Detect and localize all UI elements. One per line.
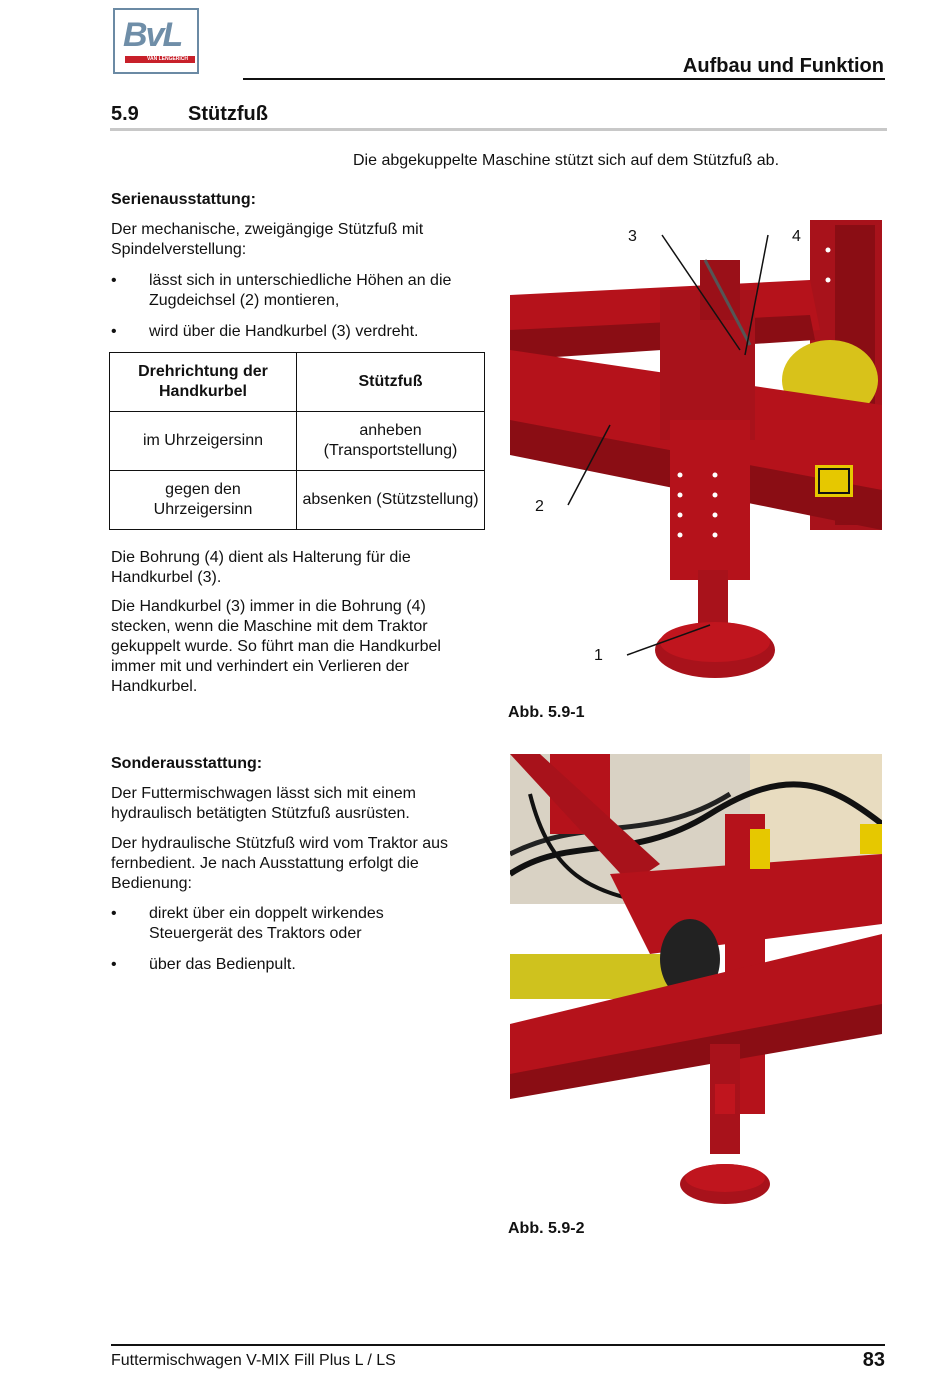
optional-paragraph-2: Der hydraulische Stützfuß wird vom Traktor aus fernbedient. Je nach Ausstattung erfolgt die Bedienung: <box>111 835 449 892</box>
figure-1-photo <box>510 220 882 690</box>
figure-1-caption: Abb. 5.9-1 <box>508 704 585 721</box>
optional-bullet-2: über das Bedienpult. <box>149 956 296 973</box>
callout-1: 1 <box>594 647 603 664</box>
optional-bullet-1: direkt über ein doppelt wirkendes Steuergerät des Traktors oder <box>149 905 384 942</box>
table-cell: gegen den Uhrzeigersinn <box>110 471 297 530</box>
standard-heading: Serienausstattung: <box>111 191 256 208</box>
note-crank: Die Handkurbel (3) immer in die Bohrung (4) stecken, wenn die Maschine mit dem Traktor gekuppelt wurde. So führt man die Handkurbel immer mit und verhindert ein Verlieren der Handkurbel. <box>111 598 441 695</box>
header-rule <box>243 78 885 80</box>
direction-table <box>109 352 485 530</box>
bullet-icon: • <box>111 905 117 922</box>
table-header-cell: Stützfuß <box>297 353 485 412</box>
standard-bullet-1: lässt sich in unterschiedliche Höhen an die Zugdeichsel (2) montieren, <box>149 272 452 309</box>
header-title: Aufbau und Funktion <box>682 55 884 77</box>
table-cell: absenken (Stützstellung) <box>297 471 485 530</box>
callout-3: 3 <box>628 228 637 245</box>
note-bore: Die Bohrung (4) dient als Halterung für die Handkurbel (3). <box>111 549 411 586</box>
figure-2-caption: Abb. 5.9-2 <box>508 1220 585 1237</box>
callout-4: 4 <box>792 228 801 245</box>
table-cell: anheben (Transportstellung) <box>297 412 485 471</box>
logo-text: BvL <box>123 16 182 54</box>
footer-text: Futtermischwagen V-MIX Fill Plus L / LS <box>111 1352 396 1369</box>
table-header-cell: Drehrichtung der Handkurbel <box>110 353 297 412</box>
support-foot-illustration <box>510 220 882 690</box>
section-title: Stützfuß <box>188 103 268 125</box>
standard-bullet-2: wird über die Handkurbel (3) verdreht. <box>149 323 419 340</box>
page-number: 83 <box>862 1349 885 1371</box>
standard-description: Der mechanische, zweigängige Stützfuß mit Spindelverstellung: <box>111 221 424 258</box>
hydraulic-foot-illustration <box>510 754 882 1214</box>
optional-heading: Sonderausstattung: <box>111 755 263 772</box>
bullet-icon: • <box>111 323 117 340</box>
figure-2-photo <box>510 754 882 1214</box>
logo-subtitle: VAN LENGERICH <box>147 56 189 62</box>
bullet-icon: • <box>111 956 117 973</box>
brand-logo <box>113 8 199 74</box>
table-row <box>110 412 485 471</box>
footer-rule <box>111 1344 885 1346</box>
intro-text: Die abgekuppelte Maschine stützt sich auf dem Stützfuß ab. <box>353 152 780 169</box>
table-cell: im Uhrzeigersinn <box>110 412 297 471</box>
optional-paragraph-1: Der Futtermischwagen lässt sich mit einem hydraulisch betätigten Stützfuß ausrüsten. <box>111 785 416 822</box>
bullet-icon: • <box>111 272 117 289</box>
table-row <box>110 471 485 530</box>
section-number: 5.9 <box>111 103 139 125</box>
callout-2: 2 <box>535 498 544 515</box>
table-header-row <box>110 353 485 412</box>
section-rule <box>110 128 887 131</box>
